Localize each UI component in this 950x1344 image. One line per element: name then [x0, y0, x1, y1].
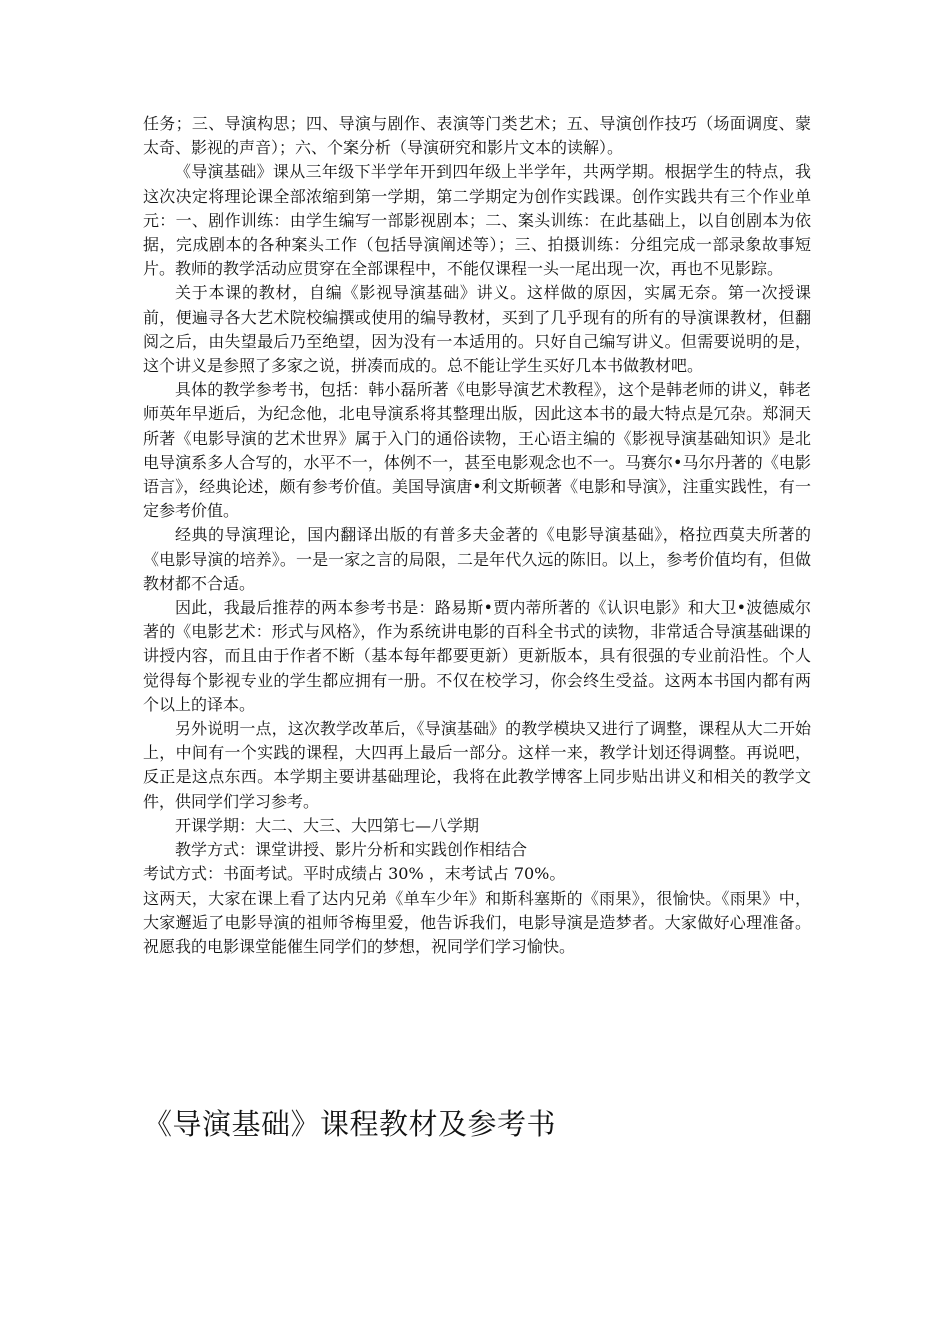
paragraph-teaching-reform: 另外说明一点，这次教学改革后，《导演基础》的教学模块又进行了调整，课程从大二开始上，中间有一个实践的课程，大四再上最后一部分。这样一来，教学计划还得调整。再说吧，反正是这点东西。本学期主要讲基础理论，我将在此教学博客上同步贴出讲义和相关的教学文件，供同学们学习参考。	[143, 719, 811, 811]
paragraph-textbook-choice: 关于本课的教材，自编《影视导演基础》讲义。这样做的原因，实属无奈。第一次授课前，便遍寻各大艺术院校编撰或使用的编导教材，买到了几乎现有的所有的导演课教材，但翻阅之后，由失望最后乃至绝望，因为没有一本适用的。只好自己编写讲义。但需要说明的是，这个讲义是参照了多家之说，拼凑而成的。总不能让学生买好几本书做教材吧。	[143, 283, 811, 376]
paragraph-reference-books: 具体的教学参考书，包括：韩小磊所著《电影导演艺术教程》，这个是韩老师的讲义，韩老师英年早逝后，为纪念他，北电导演系将其整理出版，因此这本书的最大特点是冗杂。郑洞天所著《电影导演的艺术世界》属于入门的通俗读物，王心语主编的《影视导演基础知识》是北电导演系多人合写的，水平不一，体例不一，甚至电影观念也不一。马赛尔•马尔丹著的《电影语言》，经典论述，颇有参考价值。美国导演唐•利文斯顿著《电影和导演》，注重实践性，有一定参考价值。	[143, 380, 811, 521]
paragraph-recommended-books: 因此，我最后推荐的两本参考书是：路易斯•贾内蒂所著的《认识电影》和大卫•波德威尔著的《电影艺术：形式与风格》，作为系统讲电影的百科全书式的读物，非常适合导演基础课的讲授内容，而且由于作者不断（基本每年都要更新）更新版本，具有很强的专业前沿性。个人觉得每个影视专业的学生都应拥有一册。不仅在校学习，你会终生受益。这两本书国内都有两个以上的译本。	[143, 598, 811, 714]
paragraph-course-schedule: 《导演基础》课从三年级下半学年开到四年级上半学年，共两学期。根据学生的特点，我这次决定将理论课全部浓缩到第一学期，第二学期定为创作实践课。创作实践共有三个作业单元：一、剧作训练：由学生编写一部影视剧本；二、案头训练：在此基础上，以自创剧本为依据，完成剧本的各种案头工作（包括导演阐述等）；三、拍摄训练：分组完成一部录象故事短片。教师的教学活动应贯穿在全部课程中，不能仅课程一头一尾出现一次，再也不见影踪。	[143, 162, 811, 279]
paragraph-exam-method: 考试方式：书面考试。平时成绩占 30% ，末考试占 70%。	[143, 864, 566, 884]
section-heading: 《导演基础》课程教材及参考书	[143, 1107, 557, 1141]
paragraph-teaching-method: 教学方式：课堂讲授、影片分析和实践创作相结合	[175, 840, 528, 860]
body-text	[143, 112, 811, 959]
paragraph-classic-theory: 经典的导演理论，国内翻译出版的有普多夫金著的《电影导演基础》，格拉西莫夫所著的《电影导演的培养》。一是一家之言的局限，二是年代久远的陈旧。以上，参考价值均有，但做教材都不合适。	[143, 525, 811, 593]
paragraph-semester: 开课学期：大二、大三、大四第七—八学期	[175, 815, 480, 835]
paragraph-closing: 这两天，大家在课上看了达内兄弟《单车少年》和斯科塞斯的《雨果》，很愉快。《雨果》中，大家邂逅了电影导演的祖师爷梅里爱，他告诉我们，电影导演是造梦者。大家做好心理准备。祝愿我的电影课堂能催生同学们的梦想，祝同学们学习愉快。	[143, 888, 811, 956]
paragraph-course-topics: 任务；三、导演构思；四、导演与剧作、表演等门类艺术；五、导演创作技巧（场面调度、蒙太奇、影视的声音）；六、个案分析（导演研究和影片文本的读解）。	[143, 114, 811, 158]
